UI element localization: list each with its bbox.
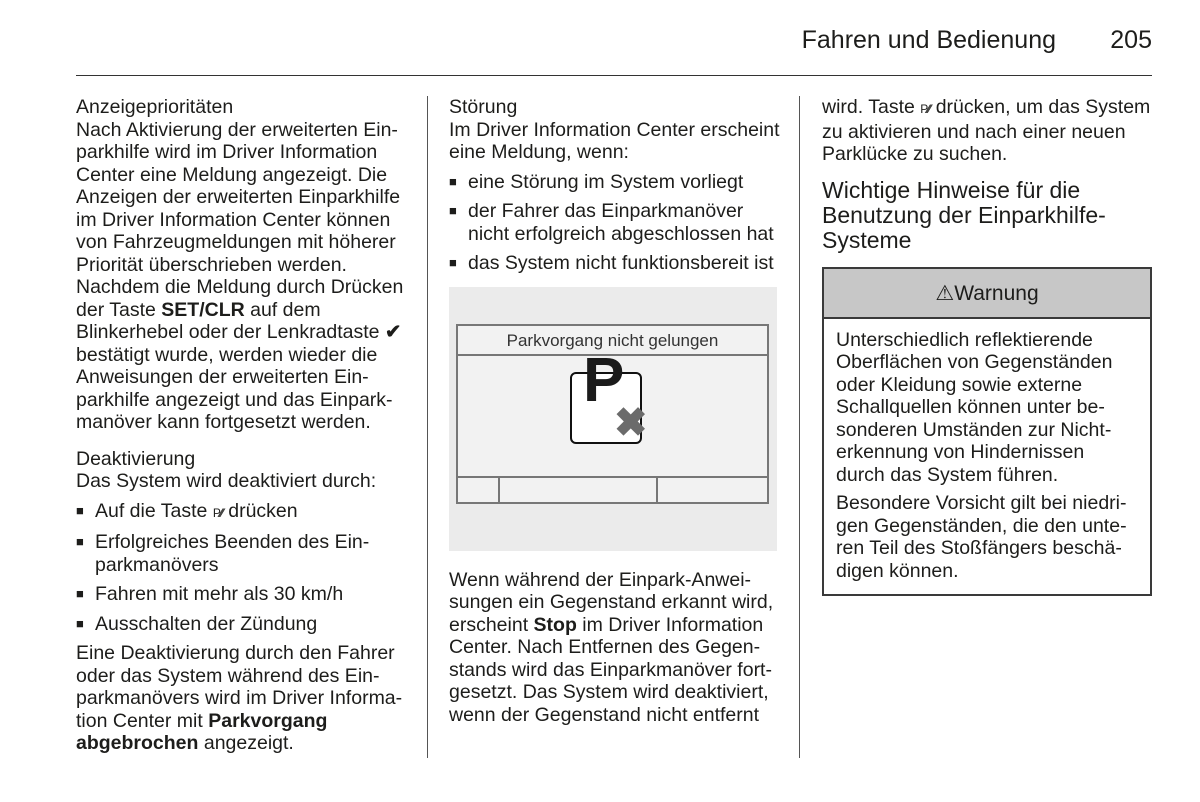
parking-p-icon: P bbox=[583, 345, 625, 415]
warning-paragraph: Unterschiedlich reflektierende Oberflächen von Gegenständen oder Kleidung sowie externe Schallquellen können unter besonderen Umständen zur Nichterkennung von Hindernissen durch das System führen. bbox=[836, 328, 1113, 486]
warning-paragraph: Besondere Vorsicht gilt bei niedrigen Gegenständen, die den unteren Teil des Stoßfängers beschädigen können. bbox=[836, 492, 1127, 582]
text-run: auf dem Blinkerhebel oder der Lenkradtaste bbox=[76, 298, 385, 343]
bullet-icon: ■ bbox=[76, 586, 84, 601]
text-run: im Driver Information Center. Nach Entfernen des Gegenstands wird das Einparkmanöver fortgesetzt. Das System wird deaktiviert, wenn der Gegenstand nicht entfernt bbox=[449, 613, 772, 726]
bullet-icon: ■ bbox=[449, 255, 457, 270]
list-item bbox=[76, 613, 408, 636]
paragraph-display-priorities bbox=[76, 119, 408, 434]
warning-body bbox=[824, 319, 1150, 595]
dic-screen-separator bbox=[498, 476, 500, 502]
checkmark-icon: ✔ bbox=[384, 321, 402, 343]
park-assist-button-icon: P⁄⁄⁄ bbox=[920, 102, 931, 116]
paragraph-deactivation-message bbox=[76, 642, 408, 755]
text-run: wird. Taste bbox=[822, 96, 921, 118]
list-item bbox=[449, 200, 781, 245]
list-item-text: Ausschalten der Zündung bbox=[95, 612, 318, 635]
dic-display-figure bbox=[449, 287, 777, 551]
bullet-icon: ■ bbox=[449, 173, 457, 189]
list-item bbox=[76, 583, 408, 606]
dic-screen bbox=[456, 324, 769, 504]
bold-term-set-clr: SET/CLR bbox=[161, 298, 245, 321]
header-rule bbox=[76, 75, 1152, 76]
list-item bbox=[449, 252, 781, 275]
bullet-icon: ■ bbox=[449, 203, 457, 218]
column-1 bbox=[76, 96, 408, 755]
column-divider-2 bbox=[799, 96, 800, 758]
list-item-text: das System nicht funktionsbereit ist bbox=[468, 252, 774, 274]
cross-icon: ✖ bbox=[614, 400, 648, 445]
column-2 bbox=[449, 96, 781, 726]
text-run: Wenn während der Einpark-Anweisungen ein Gegenstand erkannt wird, erscheint bbox=[449, 568, 774, 636]
warning-box bbox=[822, 267, 1152, 597]
list-item bbox=[76, 500, 408, 525]
text-run: angezeigt. bbox=[198, 732, 294, 754]
list-item-text: der Fahrer das Einparkmanöver nicht erfolgreich abgeschlossen hat bbox=[468, 200, 774, 245]
text-run: bestätigt wurde, werden wieder die Anweisungen der erweiterten Einparkhilfe angezeigt und das Einparkmanöver kann fortgesetzt werden. bbox=[76, 343, 393, 433]
column-3 bbox=[822, 96, 1152, 596]
column-divider-1 bbox=[427, 96, 428, 758]
text-run: drücken bbox=[222, 499, 298, 522]
paragraph-deactivation-intro: Das System wird deaktiviert durch: bbox=[76, 470, 377, 492]
page-header-title: Fahren und Bedienung bbox=[801, 26, 1056, 54]
list-item bbox=[76, 531, 408, 576]
list-item bbox=[449, 171, 781, 194]
bullet-icon: ■ bbox=[76, 502, 84, 518]
warning-header bbox=[824, 269, 1150, 319]
text-run: drücken, um das System zu aktivieren und nach einer neuen Parklücke zu suchen. bbox=[822, 96, 1151, 165]
parking-failed-icon bbox=[570, 345, 648, 445]
page-number: 205 bbox=[1110, 26, 1152, 54]
list-item-text: Erfolgreiches Beenden des Einparkmanövers bbox=[95, 531, 370, 576]
text-run: Eine Deaktivierung durch den Fahrer oder das System während des Einparkmanövers wird im Driver Information Center mit bbox=[76, 642, 403, 732]
text-run: Nach Aktivierung der erweiterten Einparkhilfe wird im Driver Information Center eine Meldung angezeigt. Die Anzeigen der erweiterten Einparkhilfe im Driver Information Center können von Fahrzeugmeldungen mit höherer Priorität überschrieben werden. Nachdem die Meldung durch Drücken der Taste bbox=[76, 118, 404, 321]
paragraph-stop-message bbox=[449, 569, 781, 727]
paragraph-continuation bbox=[822, 96, 1152, 166]
warning-triangle-icon: ⚠ bbox=[935, 281, 955, 305]
bold-term-parkvorgang-abgebrochen: Parkvorgang abgebrochen bbox=[76, 709, 328, 754]
text-run: Auf die Taste bbox=[95, 499, 213, 522]
park-assist-button-icon: P⁄⁄⁄ bbox=[212, 505, 223, 520]
warning-title: Warnung bbox=[954, 281, 1039, 305]
bullet-icon: ■ bbox=[76, 534, 84, 549]
dic-screen-message: Parkvorgang nicht gelungen bbox=[458, 326, 767, 356]
dic-screen-bottom-bar bbox=[458, 476, 767, 478]
section-heading-malfunction: Störung bbox=[449, 96, 518, 118]
paragraph-malfunction-intro: Im Driver Information Center erscheint eine Meldung, wenn: bbox=[449, 118, 780, 163]
section-heading-deactivation: Deaktivierung bbox=[76, 447, 196, 470]
list-item-text: eine Störung im System vorliegt bbox=[468, 170, 744, 193]
dic-screen-separator bbox=[656, 476, 658, 502]
section-heading-display-priorities: Anzeigeprioritäten bbox=[76, 96, 234, 118]
section-heading-important-notes: Wichtige Hinweise für die Benutzung der Einparkhilfe-Systeme bbox=[822, 176, 1106, 253]
list-item-text: Fahren mit mehr als 30 km/h bbox=[95, 583, 344, 605]
bullet-icon: ■ bbox=[76, 615, 84, 631]
bold-term-stop: Stop bbox=[533, 613, 577, 636]
